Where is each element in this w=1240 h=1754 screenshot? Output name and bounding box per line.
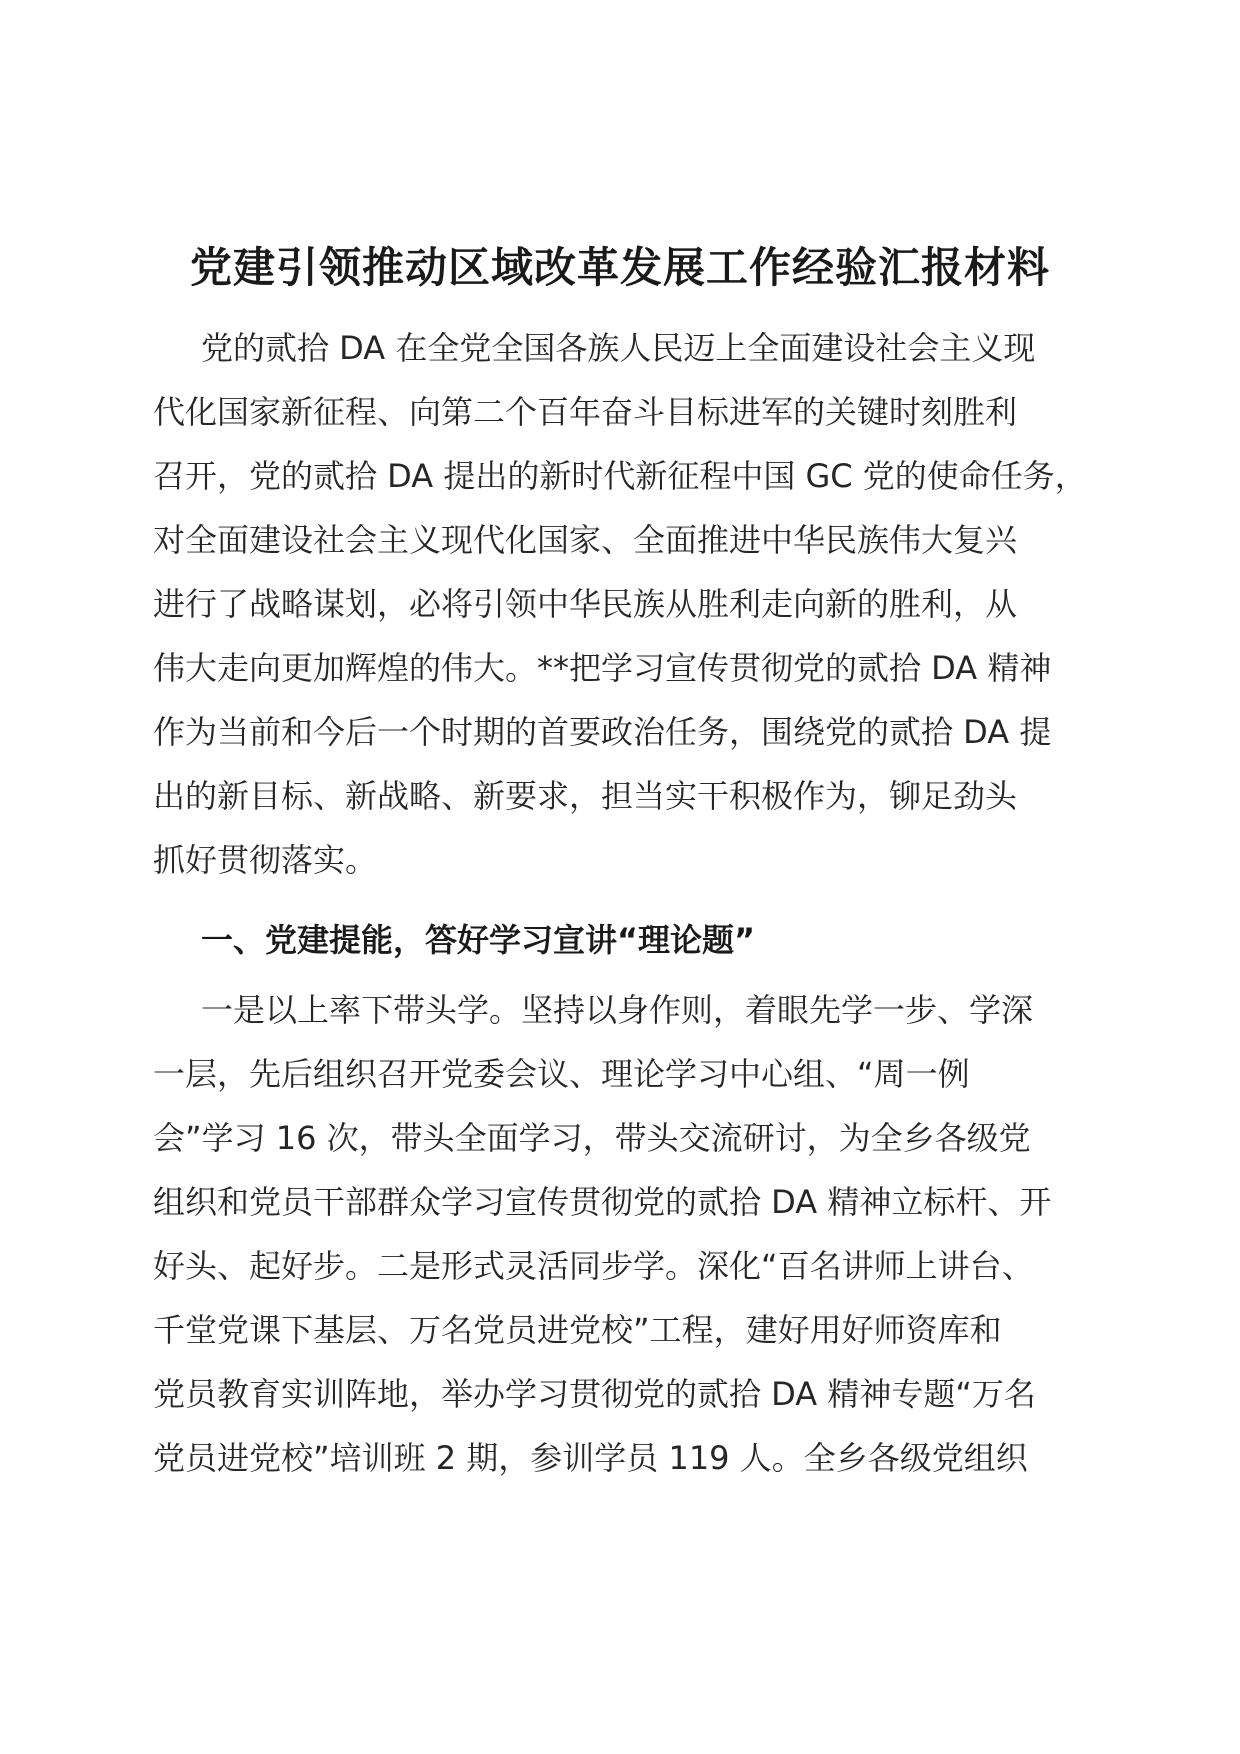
- intro-line: 抓好贯彻落实。: [153, 841, 378, 879]
- section-body-line: 一层，先后组织召开党委会议、理论学习中心组、“周一例: [153, 1055, 970, 1093]
- section-body-line: 组织和党员干部群众学习宣传贯彻党的贰拾 DA 精神立标杆、开: [153, 1183, 1052, 1221]
- intro-line: 召开，党的贰拾 DA 提出的新时代新征程中国 GC 党的使命任务，: [153, 457, 1087, 495]
- intro-line: 伟大走向更加辉煌的伟大。**把学习宣传贯彻党的贰拾 DA 精神: [153, 649, 1052, 687]
- intro-line: 出的新目标、新战略、新要求，担当实干积极作为，铆足劲头: [153, 777, 1018, 815]
- intro-line: 进行了战略谋划，必将引领中华民族从胜利走向新的胜利，从: [153, 585, 1018, 623]
- section-body-line: 一是以上率下带头学。坚持以身作则，着眼先学一步、学深: [201, 991, 1034, 1029]
- section-body-line: 千堂党课下基层、万名党员进党校”工程，建好用好师资库和: [153, 1311, 1002, 1349]
- section-body-line: 党员教育实训阵地，举办学习贯彻党的贰拾 DA 精神专题“万名: [153, 1375, 1036, 1413]
- section-heading: 一、党建提能，答好学习宣讲“理论题”: [201, 921, 756, 959]
- intro-line: 党的贰拾 DA 在全党全国各族人民迈上全面建设社会主义现: [201, 329, 1036, 367]
- section-body-line: 党员进党校”培训班 2 期，参训学员 119 人。全乡各级党组织: [153, 1439, 1028, 1477]
- intro-line: 作为当前和今后一个时期的首要政治任务，围绕党的贰拾 DA 提: [153, 713, 1052, 751]
- section-body-line: 好头、起好步。二是形式灵活同步学。深化“百名讲师上讲台、: [153, 1247, 1034, 1285]
- document-title: 党建引领推动区域改革发展工作经验汇报材料: [189, 243, 1050, 292]
- intro-line: 对全面建设社会主义现代化国家、全面推进中华民族伟大复兴: [153, 521, 1018, 559]
- intro-line: 代化国家新征程、向第二个百年奋斗目标进军的关键时刻胜利: [153, 393, 1018, 431]
- section-body-line: 会”学习 16 次，带头全面学习，带头交流研讨，为全乡各级党: [153, 1119, 1031, 1157]
